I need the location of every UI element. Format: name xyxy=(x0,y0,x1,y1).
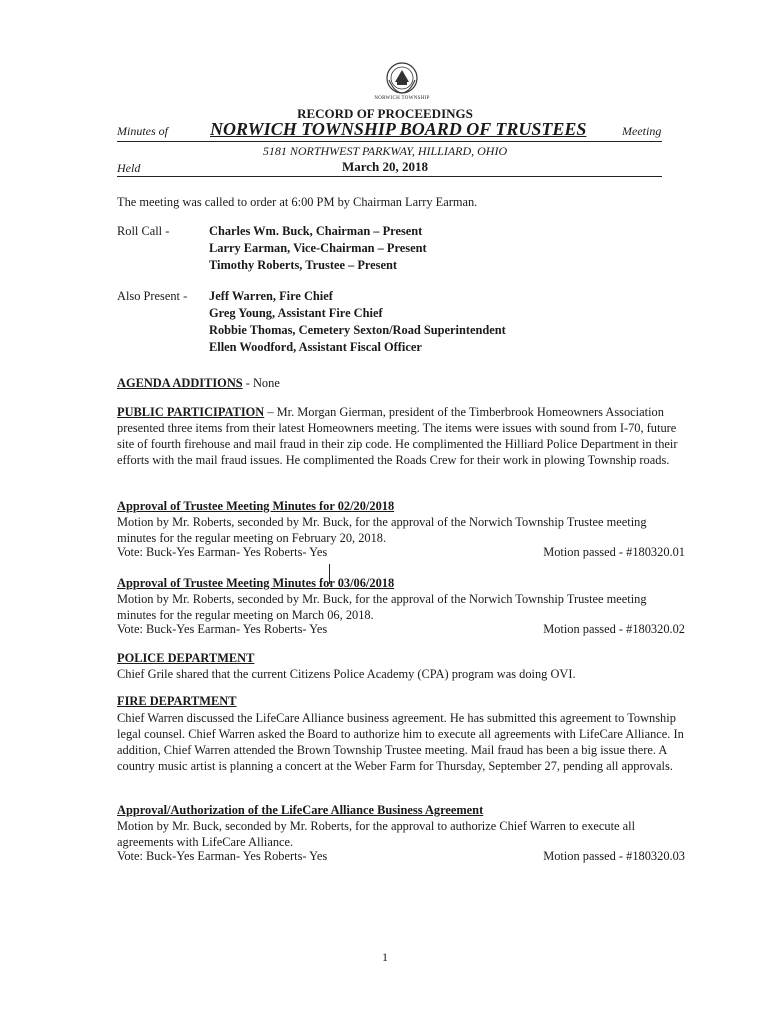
also-present-list xyxy=(209,288,506,356)
agenda-additions-heading: AGENDA ADDITIONS xyxy=(117,376,243,390)
page-number: 1 xyxy=(382,950,388,964)
minutes-approval-1-vote-row xyxy=(117,545,685,560)
minutes-approval-1-text: Motion by Mr. Roberts, seconded by Mr. Buck, for the approval of the Norwich Township Trustee meeting minutes for the regular meeting on February 20, 2018. xyxy=(117,515,647,545)
roll-call-list xyxy=(209,223,427,274)
roll-call-label: Roll Call - xyxy=(117,224,170,238)
vote-text: Vote: Buck-Yes Earman- Yes Roberts- Yes xyxy=(117,849,328,863)
call-to-order: The meeting was called to order at 6:00 PM by Chairman Larry Earman. xyxy=(117,195,478,209)
lifecare-approval-text: Motion by Mr. Buck, seconded by Mr. Roberts, for the approval to authorize Chief Warren to execute all agreements with LifeCare Alliance. xyxy=(117,819,636,849)
agenda-additions xyxy=(117,375,280,391)
vote-text: Vote: Buck-Yes Earman- Yes Roberts- Yes xyxy=(117,622,328,636)
motion-result: Motion passed - #180320.02 xyxy=(543,622,685,636)
address: 5181 NORTHWEST PARKWAY, HILLIARD, OHIO xyxy=(262,144,508,158)
board-title: NORWICH TOWNSHIP BOARD OF TRUSTEES xyxy=(210,119,587,139)
public-participation xyxy=(117,404,685,468)
fire-heading: FIRE DEPARTMENT xyxy=(117,694,237,708)
held-label: Held xyxy=(117,161,141,175)
motion-result: Motion passed - #180320.01 xyxy=(543,545,685,559)
header-rule xyxy=(117,141,662,142)
also-present-member: Robbie Thomas, Cemetery Sexton/Road Superintendent xyxy=(209,323,506,337)
date-rule xyxy=(117,176,662,177)
fire-text: Chief Warren discussed the LifeCare Alliance business agreement. He has submitted this agreement to Township legal counsel. Chief Warren asked the Board to authorize him to execute all agreements with LifeCare Alliance. In addition, Chief Warren attended the Brown Township Trustee meeting. Mail fraud has been a big issue there. A country music artist is planning a concert at the Weber Farm for Thursday, September 27, pending all approvals. xyxy=(117,711,684,773)
also-present-label: Also Present - xyxy=(117,289,188,303)
minutes-approval-2-heading: Approval of Trustee Meeting Minutes for 03/06/2018 xyxy=(117,576,395,590)
minutes-approval-2-text: Motion by Mr. Roberts, seconded by Mr. Buck, for the approval of the Norwich Township Trustee meeting minutes for the regular meeting on March 06, 2018. xyxy=(117,592,647,622)
police-heading: POLICE DEPARTMENT xyxy=(117,651,255,665)
agenda-additions-text: - None xyxy=(242,376,280,390)
minutes-approval-1-heading: Approval of Trustee Meeting Minutes for 02/20/2018 xyxy=(117,499,395,513)
vote-text: Vote: Buck-Yes Earman- Yes Roberts- Yes xyxy=(117,545,328,559)
lifecare-approval-heading: Approval/Authorization of the LifeCare Alliance Business Agreement xyxy=(117,803,484,817)
roll-call-member: Charles Wm. Buck, Chairman – Present xyxy=(209,224,423,238)
meeting-label: Meeting xyxy=(622,124,662,138)
also-present-member: Ellen Woodford, Assistant Fiscal Officer xyxy=(209,340,422,354)
public-participation-heading: PUBLIC PARTICIPATION xyxy=(117,405,265,419)
township-seal-icon xyxy=(384,60,420,96)
public-participation-text: – Mr. Morgan Gierman, president of the Timberbrook Homeowners Association presented three items from their latest Homeowners meeting. The items were issues with sound from I-70, future site of fourth firehouse and mail fraud in their zip code. He complimented the Hilliard Police Department in their efforts with the mail fraud issues. He complimented the Roads Crew for their work in plowing Township roads. xyxy=(117,405,678,467)
police-text: Chief Grile shared that the current Citizens Police Academy (CPA) program was doing OVI. xyxy=(117,667,576,681)
roll-call-member: Larry Earman, Vice-Chairman – Present xyxy=(209,241,427,255)
also-present-member: Greg Young, Assistant Fire Chief xyxy=(209,306,383,320)
also-present-member: Jeff Warren, Fire Chief xyxy=(209,289,333,303)
meeting-date: March 20, 2018 xyxy=(341,159,429,174)
seal-caption: NORWICH TOWNSHIP xyxy=(374,96,430,101)
roll-call-member: Timothy Roberts, Trustee – Present xyxy=(209,258,398,272)
minutes-approval-2-vote-row xyxy=(117,622,685,637)
minutes-of-label: Minutes of xyxy=(117,124,168,138)
record-title: RECORD OF PROCEEDINGS xyxy=(297,106,473,121)
motion-result: Motion passed - #180320.03 xyxy=(543,849,685,863)
lifecare-approval-vote-row xyxy=(117,849,685,864)
